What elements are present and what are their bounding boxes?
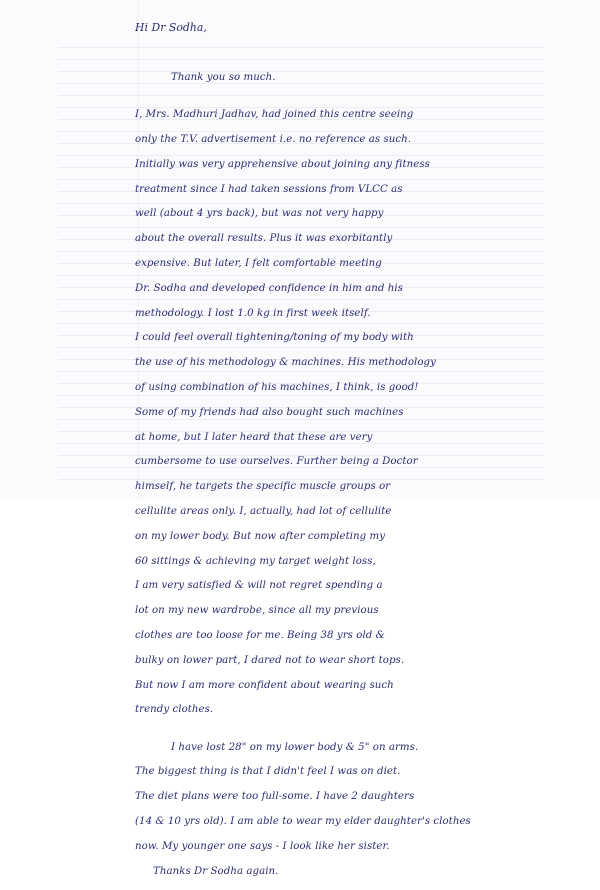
letter-line: 60 sittings & achieving my target weight loss, xyxy=(135,555,376,567)
letter-line: I could feel overall tightening/toning of my body with xyxy=(135,332,414,344)
paragraph-two-line: I have lost 28" on my lower body & 5" on arms. xyxy=(171,741,419,753)
letter-line: himself, he targets the specific muscle groups or xyxy=(135,481,391,493)
letter-line-part: well (about 4 yrs back), but was not very happy xyxy=(135,208,384,220)
letter-line: Initially was very apprehensive about joining any fitness xyxy=(135,158,430,170)
letter-line: cellulite areas only. I, actually, had lot of cellulite xyxy=(135,505,392,517)
letter-line: cumbersome to use ourselves. Further being a Doctor xyxy=(135,456,418,468)
letter-line xyxy=(135,208,463,220)
paragraph-two-line: The biggest thing is that I didn't feel I was on diet. xyxy=(135,766,401,778)
letter-line: the use of his methodology & machines. His methodology xyxy=(135,357,436,369)
letter-line: treatment since I had taken sessions from VLCC as xyxy=(135,183,403,195)
letter-line: I am very satisfied & will not regret spending a xyxy=(135,580,383,592)
thank-you-line: Thank you so much. xyxy=(171,72,276,83)
paragraph-two-line: The diet plans were too full-some. I have 2 daughters xyxy=(135,791,415,803)
letter-line: lot on my new wardrobe, since all my previous xyxy=(135,605,379,617)
letter-line: trendy clothes. xyxy=(135,704,214,716)
letter-line: But now I am more confident about wearing such xyxy=(135,679,394,691)
paragraph-two-line: now. My younger one says - I look like her sister. xyxy=(135,840,390,852)
letter-line: at home, but I later heard that these are very xyxy=(135,431,373,443)
letter-line: on my lower body. But now after completing my xyxy=(135,530,386,542)
letter-greeting: Hi Dr Sodha, xyxy=(135,21,207,35)
letter-line: of using combination of his machines, I think, is good! xyxy=(135,381,419,393)
letter-line: about the overall results. Plus it was exorbitantly xyxy=(135,233,393,245)
letter-line: bulky on lower part, I dared not to wear short tops. xyxy=(135,654,405,666)
blank-line xyxy=(135,47,463,59)
letter-line: I, Mrs. Madhuri Jadhav, had joined this centre seeing xyxy=(135,109,414,121)
letter-line: methodology. I lost 1.0 kg in first week itself. xyxy=(135,307,371,319)
letter-line: expensive. But later, I felt comfortable meeting xyxy=(135,257,382,269)
letter-line: clothes are too loose for me. Being 38 yrs old & xyxy=(135,629,385,641)
letter-line: Dr. Sodha and developed confidence in him and his xyxy=(135,282,404,294)
paragraph-two-line: (14 & 10 yrs old). I am able to wear my elder daughter's clothes xyxy=(135,815,471,827)
letter-line: Some of my friends had also bought such machines xyxy=(135,406,404,418)
letter-line: only the T.V. advertisement i.e. no reference as such. xyxy=(135,134,412,145)
letter-closing: Thanks Dr Sodha again. xyxy=(153,865,279,877)
handwritten-letter xyxy=(135,10,471,877)
